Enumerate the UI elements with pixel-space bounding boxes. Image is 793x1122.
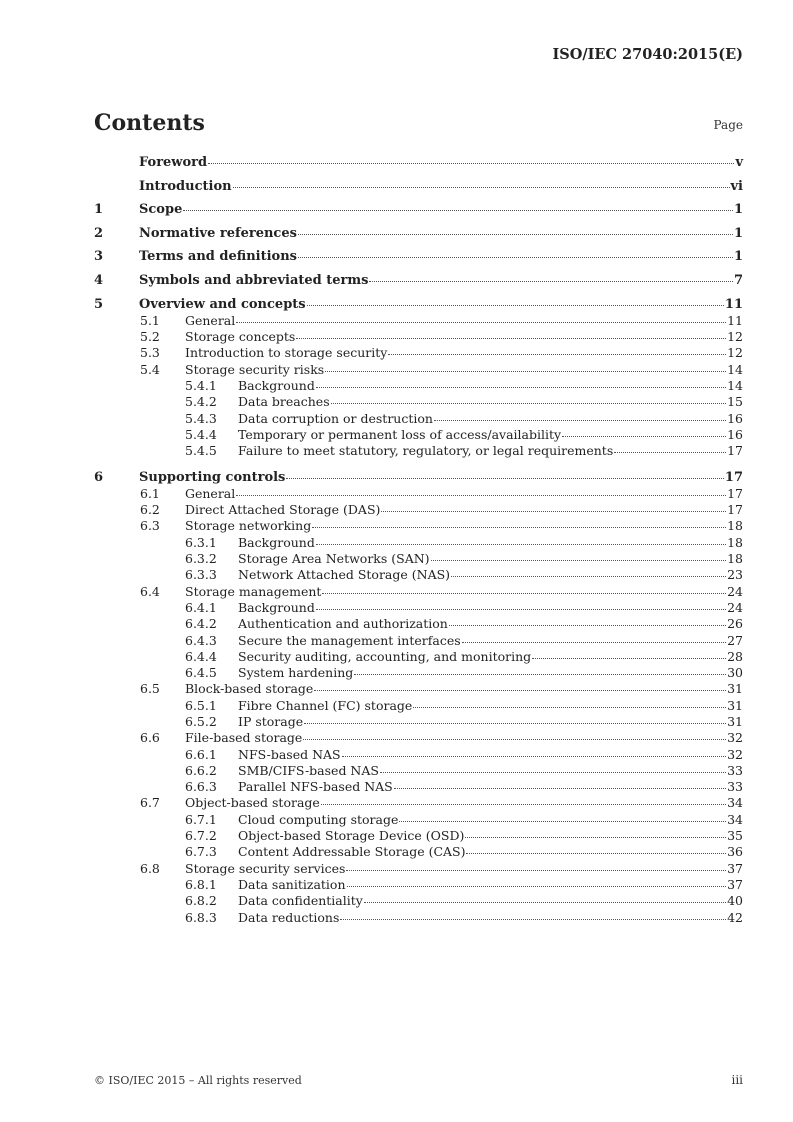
- toc-entry-page: 7: [733, 272, 743, 288]
- toc-entry-title[interactable]: Direct Attached Storage (DAS): [185, 502, 381, 518]
- toc-dot-leader: [381, 510, 726, 512]
- toc-entry-number: 6.4.1: [185, 599, 217, 615]
- toc-dot-leader: [298, 256, 733, 258]
- toc-entry-number: 5: [94, 296, 104, 312]
- toc-dot-leader: [236, 321, 726, 323]
- toc-entry-page: vi: [730, 178, 743, 194]
- toc-entry-page: 27: [727, 632, 743, 648]
- toc-entry-page: 17: [727, 502, 743, 518]
- toc-entry-number: 6.2: [140, 502, 160, 518]
- toc-entry[interactable]: [94, 714, 743, 730]
- toc-entry-page: 37: [727, 860, 743, 876]
- toc-entry-title[interactable]: Foreword: [139, 155, 208, 170]
- toc-entry-number: 5.4.2: [185, 394, 217, 410]
- toc-entry-page: 1: [733, 202, 743, 218]
- toc-entry[interactable]: [94, 844, 743, 860]
- toc-entry-title[interactable]: Content Addressable Storage (CAS): [238, 844, 466, 860]
- toc-entry-page: 17: [727, 485, 743, 501]
- toc-dot-leader: [465, 836, 726, 838]
- toc-entry-number: 6.4.3: [185, 632, 217, 648]
- toc-entry-title[interactable]: General: [185, 485, 236, 501]
- toc-entry-page: 34: [727, 811, 743, 827]
- toc-entry-page: 18: [727, 551, 743, 567]
- toc-dot-leader: [286, 477, 724, 479]
- toc-entry-title[interactable]: Object-based Storage Device (OSD): [238, 828, 465, 844]
- toc-entry[interactable]: [94, 649, 743, 665]
- toc-entry[interactable]: [94, 518, 743, 534]
- toc-dot-leader: [316, 608, 726, 610]
- toc-entry-page: 17: [727, 443, 743, 459]
- toc-entry-title[interactable]: Parallel NFS-based NAS: [238, 779, 393, 795]
- toc-dot-leader: [614, 451, 726, 453]
- toc-entry-number: 1: [94, 202, 104, 218]
- toc-dot-leader: [303, 738, 726, 740]
- toc-entry-number: 6.7: [140, 795, 160, 811]
- footer-copyright: © ISO/IEC 2015 – All rights reserved: [94, 1074, 302, 1087]
- toc-dot-leader: [314, 689, 726, 691]
- toc-entry-title[interactable]: Cloud computing storage: [238, 811, 399, 827]
- toc-entry-number: 6.3.3: [185, 567, 217, 583]
- toc-dot-leader: [296, 337, 726, 339]
- toc-entry-number: 5.3: [140, 345, 160, 361]
- toc-entry-number: 6: [94, 469, 104, 485]
- toc-entry[interactable]: [94, 313, 743, 329]
- toc-entry-number: 6.8: [140, 860, 160, 876]
- toc-entry[interactable]: [94, 470, 743, 486]
- toc-entry-number: 6.6: [140, 730, 160, 746]
- toc-entry[interactable]: [94, 893, 743, 909]
- toc-entry-title[interactable]: Temporary or permanent loss of access/availability: [238, 426, 562, 442]
- toc-entry-page: v: [735, 155, 743, 170]
- toc-dot-leader: [183, 209, 733, 211]
- toc-dot-leader: [354, 673, 726, 675]
- toc-entry[interactable]: [94, 202, 743, 218]
- footer-page-number: iii: [731, 1073, 743, 1087]
- toc-entry-title[interactable]: Data confidentiality: [238, 893, 363, 909]
- toc-entry[interactable]: [94, 226, 743, 242]
- toc-entry-page: 16: [727, 426, 743, 442]
- contents-title: Contents: [94, 110, 205, 136]
- toc-entry-page: 31: [727, 697, 743, 713]
- toc-entry-title[interactable]: Storage security services: [185, 860, 346, 876]
- toc-entry-title[interactable]: Failure to meet statutory, regulatory, or legal requirements: [238, 443, 614, 459]
- toc-dot-leader: [316, 386, 726, 388]
- toc-entry[interactable]: [94, 633, 743, 649]
- toc-dot-leader: [466, 852, 726, 854]
- toc-dot-leader: [347, 885, 727, 887]
- toc-entry[interactable]: [94, 297, 743, 313]
- toc-entry[interactable]: [94, 616, 743, 632]
- toc-dot-leader: [449, 624, 726, 626]
- toc-entry-title[interactable]: SMB/CIFS-based NAS: [238, 762, 379, 778]
- toc-dot-leader: [208, 162, 734, 164]
- toc-entry[interactable]: [94, 795, 743, 811]
- toc-entry-number: 6.6.1: [185, 746, 217, 762]
- toc-dot-leader: [331, 402, 726, 404]
- toc-entry-page: 1: [733, 225, 743, 241]
- toc-entry-page: 12: [727, 329, 743, 345]
- toc-entry-number: 6.6.3: [185, 779, 217, 795]
- toc-entry[interactable]: [94, 535, 743, 551]
- toc-entry[interactable]: [94, 681, 743, 697]
- table-of-contents: [94, 155, 743, 926]
- toc-dot-leader: [431, 559, 727, 561]
- toc-dot-leader: [298, 233, 733, 235]
- toc-entry-number: 6.5: [140, 681, 160, 697]
- toc-entry[interactable]: [94, 812, 743, 828]
- toc-entry-page: 18: [727, 534, 743, 550]
- document-id-header: ISO/IEC 27040:2015(E): [552, 46, 743, 63]
- toc-entry-number: 2: [94, 225, 104, 241]
- toc-entry-number: 5.1: [140, 312, 160, 328]
- toc-entry-title[interactable]: Object-based storage: [185, 795, 320, 811]
- toc-entry-number: 6.5.1: [185, 697, 217, 713]
- toc-dot-leader: [321, 803, 726, 805]
- toc-entry-number: 6.4.5: [185, 665, 217, 681]
- toc-dot-leader: [462, 641, 726, 643]
- toc-entry[interactable]: [94, 486, 743, 502]
- toc-entry-title[interactable]: Data reductions: [238, 909, 340, 925]
- toc-dot-leader: [316, 543, 726, 545]
- toc-entry-title[interactable]: Normative references: [139, 225, 297, 241]
- toc-dot-leader: [532, 657, 726, 659]
- toc-entry-number: 6.7.3: [185, 844, 217, 860]
- toc-entry-number: 6.1: [140, 485, 160, 501]
- toc-entry[interactable]: [94, 443, 743, 459]
- toc-entry-page: 36: [727, 844, 743, 860]
- toc-entry-number: 5.2: [140, 329, 160, 345]
- toc-entry-number: 6.4.2: [185, 616, 217, 632]
- toc-entry-number: 6.4.4: [185, 648, 217, 664]
- toc-dot-leader: [236, 494, 726, 496]
- toc-entry-title[interactable]: Supporting controls: [139, 469, 286, 485]
- toc-entry-page: 15: [727, 394, 743, 410]
- toc-entry-page: 42: [727, 909, 743, 925]
- toc-dot-leader: [233, 186, 730, 188]
- toc-entry-title[interactable]: Storage security risks: [185, 361, 325, 377]
- toc-entry-title[interactable]: File-based storage: [185, 730, 303, 746]
- toc-entry[interactable]: [94, 763, 743, 779]
- toc-entry-title[interactable]: Background: [238, 378, 315, 394]
- toc-entry-title[interactable]: General: [185, 312, 236, 328]
- toc-entry-title[interactable]: IP storage: [238, 713, 304, 729]
- toc-entry-page: 26: [727, 616, 743, 632]
- toc-dot-leader: [413, 706, 726, 708]
- toc-entry-title[interactable]: Terms and definitions: [139, 249, 297, 265]
- toc-entry[interactable]: [94, 362, 743, 378]
- toc-dot-leader: [304, 722, 726, 724]
- toc-entry-number: 5.4.5: [185, 443, 217, 459]
- toc-entry-title[interactable]: Storage concepts: [185, 329, 296, 345]
- toc-dot-leader: [399, 820, 726, 822]
- page-column-label: Page: [713, 118, 743, 132]
- toc-entry-title[interactable]: Symbols and abbreviated terms: [139, 272, 369, 288]
- toc-entry-number: 6.3: [140, 518, 160, 534]
- toc-entry-title[interactable]: Security auditing, accounting, and monitoring: [238, 648, 532, 664]
- toc-entry-page: 33: [727, 779, 743, 795]
- toc-entry-title[interactable]: Storage networking: [185, 518, 312, 534]
- toc-entry[interactable]: [94, 427, 743, 443]
- toc-entry-number: 3: [94, 249, 104, 265]
- toc-entry[interactable]: [94, 600, 743, 616]
- toc-entry-page: 18: [727, 518, 743, 534]
- toc-entry-page: 31: [727, 681, 743, 697]
- toc-entry[interactable]: [94, 551, 743, 567]
- toc-entry[interactable]: [94, 747, 743, 763]
- toc-dot-leader: [451, 575, 726, 577]
- toc-entry-title[interactable]: Network Attached Storage (NAS): [238, 567, 451, 583]
- toc-entry[interactable]: [94, 779, 743, 795]
- toc-entry-number: 6.7.2: [185, 828, 217, 844]
- toc-entry-page: 14: [727, 378, 743, 394]
- toc-entry[interactable]: [94, 861, 743, 877]
- toc-entry[interactable]: [94, 411, 743, 427]
- toc-entry-page: 11: [727, 312, 743, 328]
- toc-entry[interactable]: [94, 828, 743, 844]
- toc-entry-title[interactable]: Storage Area Networks (SAN): [238, 551, 430, 567]
- toc-entry[interactable]: [94, 730, 743, 746]
- toc-entry-title[interactable]: Background: [238, 599, 315, 615]
- toc-entry-title[interactable]: Storage management: [185, 583, 322, 599]
- toc-dot-leader: [322, 592, 726, 594]
- toc-entry-title[interactable]: Introduction: [139, 178, 232, 194]
- toc-entry[interactable]: [94, 394, 743, 410]
- toc-entry-title[interactable]: Block-based storage: [185, 681, 314, 697]
- toc-entry-title[interactable]: Data corruption or destruction: [238, 410, 433, 426]
- toc-entry-title[interactable]: Authentication and authorization: [238, 616, 448, 632]
- toc-entry-page: 12: [727, 345, 743, 361]
- toc-entry-page: 31: [727, 713, 743, 729]
- toc-dot-leader: [312, 526, 726, 528]
- toc-entry-title[interactable]: Secure the management interfaces: [238, 632, 461, 648]
- toc-entry-title[interactable]: System hardening: [238, 665, 354, 681]
- toc-entry-page: 32: [727, 746, 743, 762]
- toc-entry-title[interactable]: Fibre Channel (FC) storage: [238, 697, 413, 713]
- toc-entry[interactable]: [94, 329, 743, 345]
- toc-entry-number: 6.4: [140, 583, 160, 599]
- toc-entry-page: 11: [724, 296, 743, 312]
- toc-dot-leader: [388, 353, 726, 355]
- toc-entry[interactable]: [94, 345, 743, 361]
- toc-entry-number: 6.5.2: [185, 713, 217, 729]
- toc-entry-page: 35: [727, 828, 743, 844]
- toc-dot-leader: [307, 304, 724, 306]
- toc-dot-leader: [340, 918, 726, 920]
- toc-entry[interactable]: [94, 249, 743, 265]
- toc-entry-number: 6.8.1: [185, 876, 217, 892]
- toc-entry-number: 6.8.3: [185, 909, 217, 925]
- toc-entry[interactable]: [94, 567, 743, 583]
- toc-dot-leader: [562, 435, 726, 437]
- toc-entry-page: 23: [727, 567, 743, 583]
- toc-entry-page: 30: [727, 665, 743, 681]
- toc-entry[interactable]: [94, 665, 743, 681]
- toc-entry-number: 5.4.1: [185, 378, 217, 394]
- toc-entry-title[interactable]: Scope: [139, 202, 183, 218]
- toc-entry[interactable]: [94, 378, 743, 394]
- toc-entry-page: 40: [727, 893, 743, 909]
- toc-entry-title[interactable]: Background: [238, 534, 315, 550]
- toc-entry-page: 37: [727, 876, 743, 892]
- toc-dot-leader: [380, 771, 726, 773]
- toc-entry[interactable]: [94, 179, 743, 195]
- toc-entry-number: 6.8.2: [185, 893, 217, 909]
- toc-entry-number: 5.4.4: [185, 426, 217, 442]
- toc-entry-page: 17: [724, 469, 743, 485]
- toc-dot-leader: [394, 787, 726, 789]
- toc-entry-number: 6.7.1: [185, 811, 217, 827]
- toc-entry-number: 6.6.2: [185, 762, 217, 778]
- toc-entry-page: 32: [727, 730, 743, 746]
- toc-dot-leader: [369, 280, 732, 282]
- toc-entry-number: 5.4.3: [185, 410, 217, 426]
- toc-entry-number: 5.4: [140, 361, 160, 377]
- toc-entry-page: 28: [727, 648, 743, 664]
- toc-entry-page: 34: [727, 795, 743, 811]
- toc-entry[interactable]: [94, 273, 743, 289]
- toc-entry-title[interactable]: Overview and concepts: [139, 296, 306, 312]
- toc-dot-leader: [346, 869, 726, 871]
- toc-dot-leader: [342, 755, 726, 757]
- toc-entry-number: 6.3.1: [185, 534, 217, 550]
- toc-entry-number: 4: [94, 272, 104, 288]
- toc-entry-page: 16: [727, 410, 743, 426]
- toc-entry[interactable]: [94, 910, 743, 926]
- toc-entry-page: 14: [727, 361, 743, 377]
- toc-entry-title[interactable]: Introduction to storage security: [185, 345, 388, 361]
- toc-dot-leader: [434, 419, 726, 421]
- toc-dot-leader: [364, 901, 726, 903]
- toc-entry[interactable]: [94, 584, 743, 600]
- toc-entry-page: 33: [727, 762, 743, 778]
- toc-dot-leader: [325, 370, 726, 372]
- toc-entry-title[interactable]: NFS-based NAS: [238, 746, 341, 762]
- toc-entry-page: 1: [733, 249, 743, 265]
- toc-entry[interactable]: [94, 155, 743, 171]
- toc-entry[interactable]: [94, 698, 743, 714]
- toc-entry-title[interactable]: Data sanitization: [238, 876, 346, 892]
- toc-entry-number: 6.3.2: [185, 551, 217, 567]
- toc-entry[interactable]: [94, 877, 743, 893]
- toc-entry-page: 24: [727, 599, 743, 615]
- toc-entry-title[interactable]: Data breaches: [238, 394, 330, 410]
- toc-entry[interactable]: [94, 502, 743, 518]
- toc-entry-page: 24: [727, 583, 743, 599]
